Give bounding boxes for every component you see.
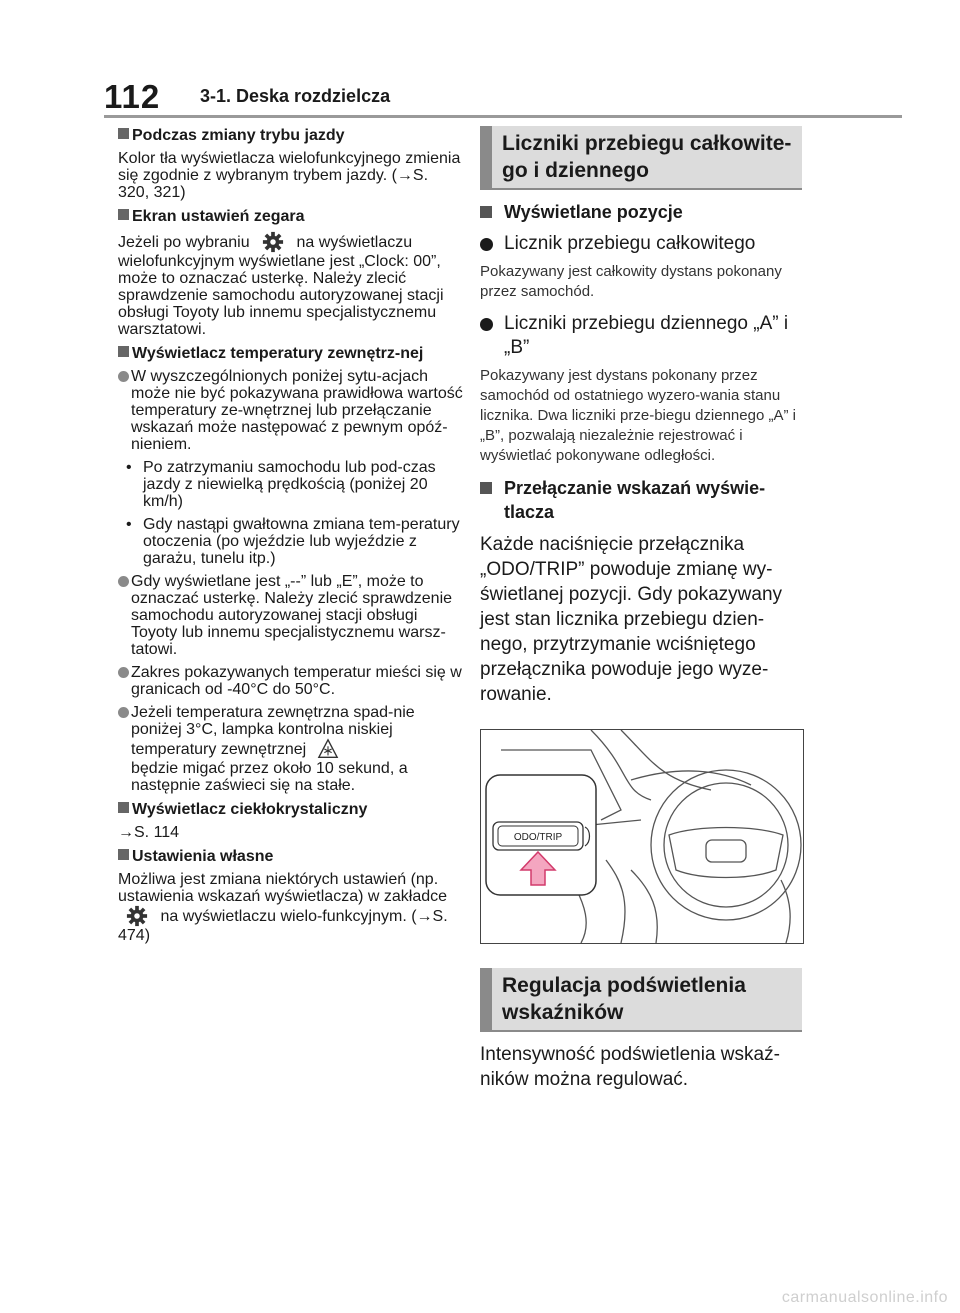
round-bullet-icon xyxy=(480,318,493,331)
temp-bullet-1: • Po zatrzymaniu samochodu lub pod-czas jazdy z niewielką prędkością (poniżej 20 km/h) xyxy=(126,459,436,510)
clock-heading: Ekran ustawień zegara xyxy=(118,207,463,227)
round-bullet-icon xyxy=(118,707,129,718)
page-number: 112 xyxy=(104,78,161,115)
brightness-banner: Regulacja podświetlenia wskaźników xyxy=(480,968,802,1032)
lcd-heading: Wyświetlacz ciekłokrystaliczny xyxy=(118,800,463,820)
square-bullet-icon xyxy=(118,128,129,139)
right-column xyxy=(480,126,802,1102)
round-bullet-icon xyxy=(118,576,129,587)
lcd-ref: →S. 114 xyxy=(118,824,180,841)
own-settings-heading: Ustawienia własne xyxy=(118,847,463,867)
drive-mode-heading: Podczas zmiany trybu jazdy xyxy=(118,126,463,146)
left-column xyxy=(118,126,463,950)
drive-mode-text: Kolor tła wyświetlacza wielofunkcyjnego zmienia się zgodnie z wybranym trybem jazdy. (→S. 320, 321) xyxy=(118,150,461,201)
temp-item-2: Gdy wyświetlane jest „--” lub „E”, może to oznaczać usterkę. Należy zlecić sprawdzenie samochodu autoryzowanej stacji obsługi Toyoty lub innemu specjalistycznemu warsz-tatowi. xyxy=(118,573,463,658)
temp-item-1: W wyszczególnionych poniżej sytu-acjach może nie być pokazywana prawidłowa wartość temperatury ze-wnętrznej lub przełączanie wskazań może następować z pewnym opóź-nieniem. xyxy=(118,368,463,453)
odo-trip-button-label: ODO/TRIP xyxy=(513,832,563,843)
trip-title: Liczniki przebiegu dziennego „A” i „B” xyxy=(480,312,802,360)
square-bullet-icon xyxy=(480,482,492,494)
square-bullet-icon xyxy=(118,849,129,860)
trip-text: Pokazywany jest dystans pokonany przez samochód od ostatniego wyzero-wania stanu licznika. Dwa liczniki prze-biegu dziennego „A” i „B”, pozwalają niezależnie rejestrować i wyświetlać pokonywane odległości. xyxy=(480,367,796,464)
switch-heading: Przełączanie wskazań wyświe-tlacza xyxy=(480,476,802,524)
square-bullet-icon xyxy=(118,346,129,357)
square-bullet-icon xyxy=(118,802,129,813)
footer-watermark: carmanualsonline.info xyxy=(781,1289,948,1306)
odo-title: Licznik przebiegu całkowitego xyxy=(480,232,802,256)
positions-heading: Wyświetlane pozycje xyxy=(480,200,802,224)
brightness-text: Intensywność podświetlenia wskaź-ników można regulować. xyxy=(480,1044,780,1090)
odo-text: Pokazywany jest całkowity dystans pokonany przez samochód. xyxy=(480,263,782,300)
own-settings-text: Możliwa jest zmiana niektórych ustawień (np. ustawienia wskazań wyświetlacza) w zakładce na wyświetlaczu wielo-funkcyjnym. (→S. 474) xyxy=(118,871,448,944)
square-bullet-icon xyxy=(480,206,492,218)
temp-bullet-2: • Gdy nastąpi gwałtowna zmiana tem-peratury otoczenia (po wjeździe lub wyjeździe z garażu, tunelu itp.) xyxy=(126,516,460,567)
snowflake-warning-icon xyxy=(317,738,339,760)
gear-icon xyxy=(262,231,284,253)
round-bullet-icon xyxy=(118,371,129,382)
round-bullet-icon xyxy=(480,238,493,251)
dashboard-illustration xyxy=(481,730,803,943)
odo-trip-figure xyxy=(480,729,804,944)
clock-text: Jeżeli po wybraniu na wyświetlaczu wielofunkcyjnym wyświetlane jest „Clock: 00”, może to oznaczać usterkę. Należy zlecić sprawdzenie samochodu autoryzowanej stacji obsługi Toyoty lub innemu specjalistycznemu warsztatowi. xyxy=(118,231,463,338)
temp-item-3: Zakres pokazywanych temperatur mieści się w granicach od -40°C do 50°C. xyxy=(118,664,463,698)
gear-icon xyxy=(126,905,148,927)
header-rule xyxy=(104,115,902,118)
round-bullet-icon xyxy=(118,667,129,678)
section-title: 3-1. Deska rozdzielcza xyxy=(200,86,391,106)
temp-item-4: Jeżeli temperatura zewnętrzna spad-nie poniżej 3°C, lampka kontrolna niskiej temperatury zewnętrznej będzie migać przez około 10 sekund, a następnie zaświeci się na stałe. xyxy=(118,704,463,794)
square-bullet-icon xyxy=(118,209,129,220)
switch-text: Każde naciśnięcie przełącznika „ODO/TRIP” powoduje zmianę wy-świetlanej pozycji. Gdy pokazywany jest stan licznika przebiegu dzien-nego, przytrzymanie wciśniętego przełącznika powoduje jego wyze-rowanie. xyxy=(480,534,783,705)
temp-heading: Wyświetlacz temperatury zewnętrz-nej xyxy=(118,344,463,364)
odometer-banner: Liczniki przebiegu całkowite-go i dziennego xyxy=(480,126,802,190)
